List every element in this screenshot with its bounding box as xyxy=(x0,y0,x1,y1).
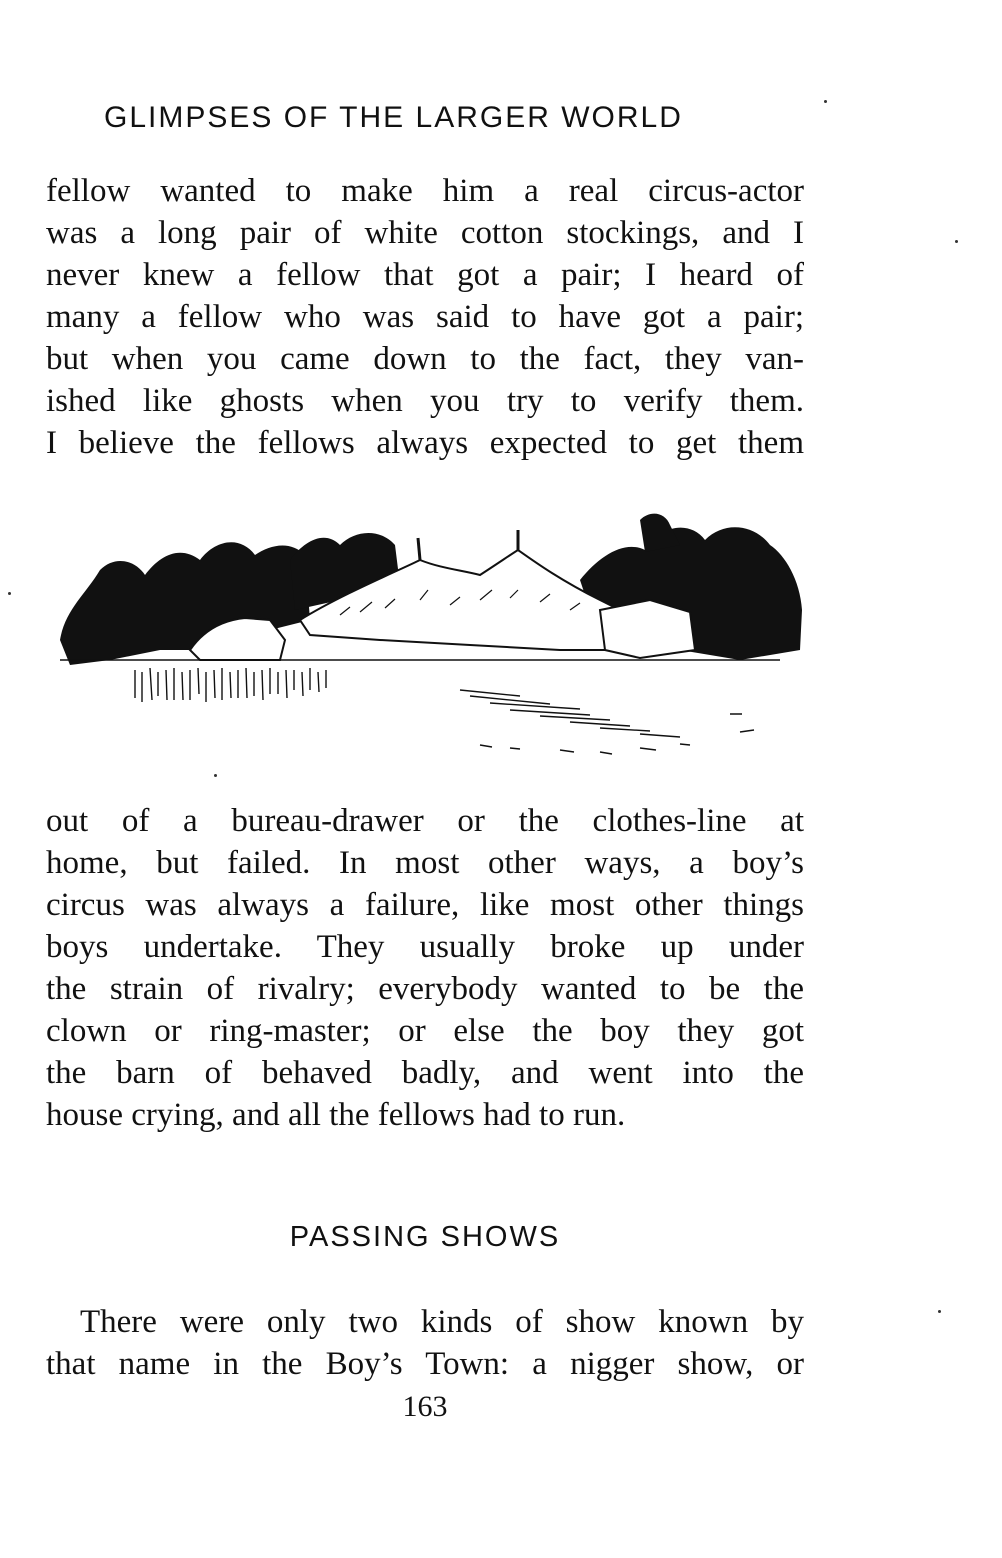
text-line: the strain of rivalry; everybody wanted to be the xyxy=(46,971,804,1007)
circus-tents-illustration xyxy=(40,500,810,780)
small-tent-right xyxy=(600,600,695,658)
text-line: but when you came down to the fact, they van- xyxy=(46,341,804,377)
text-line: circus was always a failure, like most other things xyxy=(46,887,804,923)
tent-pole xyxy=(418,538,420,560)
text-line: home, but failed. In most other ways, a boy’s xyxy=(46,845,804,881)
paragraph-3 xyxy=(46,1301,804,1385)
paragraph-1 xyxy=(46,170,804,464)
text-line: the barn of behaved badly, and went into the xyxy=(46,1055,804,1091)
scan-speck xyxy=(955,240,958,243)
text-line: ished like ghosts when you try to verify them. xyxy=(46,383,804,419)
text-line: clown or ring-master; or else the boy they got xyxy=(46,1013,804,1049)
grass-strokes xyxy=(135,668,326,702)
section-heading: PASSING SHOWS xyxy=(289,1221,561,1253)
page-number: 163 xyxy=(402,1390,448,1423)
text-line: out of a bureau-drawer or the clothes-line at xyxy=(46,803,804,839)
text-line: house crying, and all the fellows had to run. xyxy=(46,1097,626,1133)
shadow-hatching xyxy=(460,690,680,737)
scan-speck xyxy=(214,774,217,777)
text-line: that name in the Boy’s Town: a nigger show, or xyxy=(46,1346,804,1382)
text-line: fellow wanted to make him a real circus-actor xyxy=(46,173,804,209)
text-line: boys undertake. They usually broke up under xyxy=(46,929,804,965)
text-line: There were only two kinds of show known by xyxy=(80,1304,804,1340)
paragraph-2 xyxy=(46,800,804,1136)
foreground-dashes xyxy=(480,714,754,754)
text-line: I believe the fellows always expected to get them xyxy=(46,425,804,461)
running-head: GLIMPSES OF THE LARGER WORLD xyxy=(104,101,683,134)
text-line: was a long pair of white cotton stockings, and I xyxy=(46,215,804,251)
text-line: never knew a fellow that got a pair; I heard of xyxy=(46,257,804,293)
scan-speck xyxy=(824,100,827,103)
text-line: many a fellow who was said to have got a pair; xyxy=(46,299,804,335)
scan-speck xyxy=(8,592,11,595)
scan-speck xyxy=(938,1310,941,1313)
